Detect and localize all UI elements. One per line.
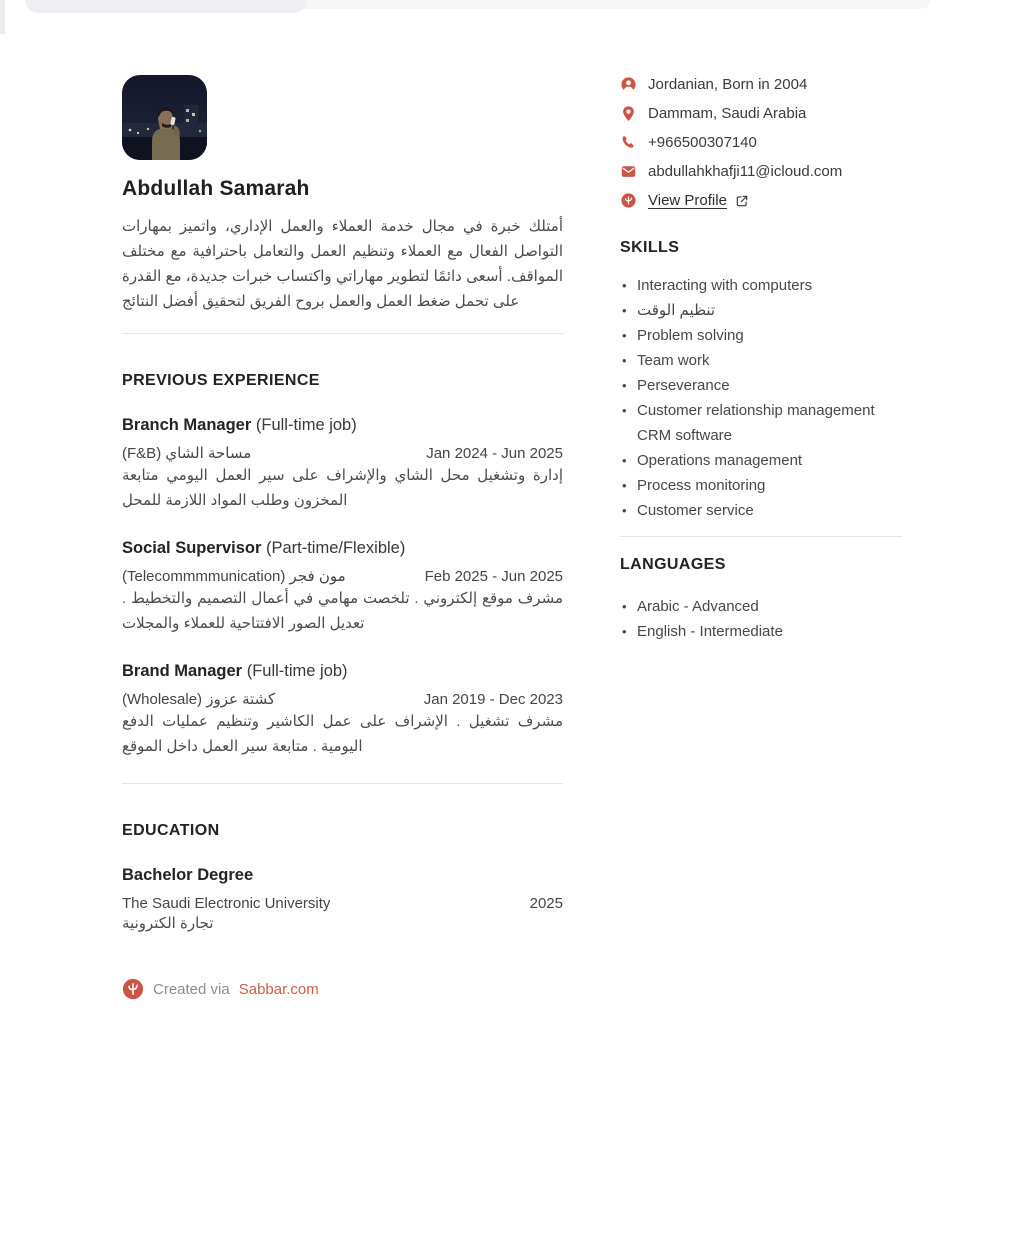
- footer-sabbar-link[interactable]: Sabbar.com: [238, 980, 319, 998]
- user-icon: [620, 76, 637, 93]
- section-divider: [620, 536, 902, 537]
- contact-text: Dammam, Saudi Arabia: [648, 105, 807, 122]
- sidebar-column: [620, 0, 902, 644]
- skill-item: • Process monitoring: [620, 473, 902, 498]
- contact-text: +966500307140: [648, 134, 757, 151]
- job-dates: Jan 2019 - Dec 2023: [423, 691, 563, 708]
- skills-heading: SKILLS: [620, 239, 680, 256]
- job-title-row: [122, 539, 563, 558]
- job-dates: Jan 2024 - Jun 2025: [426, 445, 563, 462]
- skills-list: [620, 273, 902, 523]
- external-link-icon[interactable]: [735, 194, 749, 208]
- location-icon: [620, 105, 637, 122]
- languages-list: [620, 594, 902, 644]
- contact-item-email: [620, 163, 902, 180]
- education-year: 2025: [529, 895, 563, 912]
- view-profile-link[interactable]: View Profile: [648, 192, 727, 209]
- job-meta-row: [122, 444, 563, 462]
- skill-item: • Team work: [620, 348, 902, 373]
- language-item: • Arabic - Advanced: [620, 594, 902, 619]
- footer-created-via: Created via: [153, 980, 230, 998]
- job-meta-row: [122, 567, 563, 585]
- job-title: Social Supervisor: [122, 539, 262, 557]
- profile-summary: أمتلك خبرة في مجال خدمة العملاء والعمل الإداري، واتميز بمهارات التواصل الفعال مع العملاء وتنظيم العمل والتعامل باحترافية مع مختلف المواقف. أسعى دائمًا لتطوير مهاراتي واكتساب خبرات جديدة، مع القدرة على تحمل ضغط العمل والعمل بروح الفريق لتحقيق أفضل النتائج: [122, 218, 563, 310]
- skill-item: • Interacting with computers: [620, 273, 902, 298]
- skill-item: • Perseverance: [620, 373, 902, 398]
- job-entry: [122, 539, 563, 636]
- language-item: • English - Intermediate: [620, 619, 902, 644]
- email-icon: [620, 163, 637, 180]
- job-company: مون فجر (Telecommmmunication): [122, 568, 346, 585]
- phone-icon: [620, 134, 637, 151]
- job-description: مشرف تشغيل . الإشراف على عمل الكاشير وتنظيم عمليات الدفع اليومية . متابعة سير العمل داخل الموقع: [122, 713, 563, 755]
- contact-text: Jordanian, Born in 2004: [648, 76, 808, 93]
- candidate-name: Abdullah Samarah: [122, 177, 310, 200]
- contact-item-phone: [620, 134, 902, 151]
- job-description: مشرف موقع إلكتروني . تلخصت مهامي في أعمال التصميم والتخطيط . تعديل الصور الافتتاحية للعملاء والمجلات: [122, 590, 563, 632]
- section-divider: [122, 783, 563, 784]
- skill-item: • Operations management: [620, 448, 902, 473]
- education-degree: Bachelor Degree: [122, 866, 254, 884]
- contact-text: abdullahkhafji11@icloud.com: [648, 163, 843, 180]
- skill-item: • Customer service: [620, 498, 902, 523]
- job-entry: [122, 416, 563, 513]
- left-edge-artifact: [0, 0, 5, 34]
- main-column: [122, 0, 563, 1000]
- section-divider: [122, 333, 563, 334]
- skill-item: • Problem solving: [620, 323, 902, 348]
- languages-heading: LANGUAGES: [620, 556, 726, 573]
- footer: [122, 978, 563, 1000]
- job-entry: [122, 662, 563, 759]
- job-description: إدارة وتشغيل محل الشاي والإشراف على سير العمل اليومي متابعة المخزون وطلب المواد اللازمة للمحل: [122, 467, 563, 509]
- contact-item-location: [620, 105, 902, 122]
- job-title: Branch Manager: [122, 416, 252, 434]
- job-company: مساحة الشاي (F&B): [122, 445, 252, 462]
- job-type: (Full-time job): [251, 416, 357, 434]
- skill-item: • تنظيم الوقت: [620, 298, 902, 323]
- job-type: (Part-time/Flexible): [261, 539, 406, 557]
- contact-list: [620, 76, 902, 209]
- view-profile-row: [620, 192, 902, 209]
- job-company: كشتة عزوز (Wholesale): [122, 691, 276, 708]
- job-meta-row: [122, 690, 563, 708]
- job-title-row: [122, 416, 563, 435]
- skill-item: • Customer relationship management CRM software: [620, 398, 902, 448]
- profile-photo: [122, 75, 207, 160]
- job-title-row: [122, 662, 563, 681]
- job-dates: Feb 2025 - Jun 2025: [424, 568, 563, 585]
- education-major: تجارة الكترونية: [122, 915, 214, 932]
- experience-heading: PREVIOUS EXPERIENCE: [122, 372, 320, 389]
- education-school: The Saudi Electronic University: [122, 895, 331, 912]
- sabbar-logo-icon: [122, 978, 144, 1000]
- sabbar-logo-icon: [620, 192, 637, 209]
- job-title: Brand Manager: [122, 662, 243, 680]
- job-type: (Full-time job): [242, 662, 348, 680]
- education-row: [122, 895, 563, 912]
- contact-item-nationality: [620, 76, 902, 93]
- education-heading: EDUCATION: [122, 822, 220, 839]
